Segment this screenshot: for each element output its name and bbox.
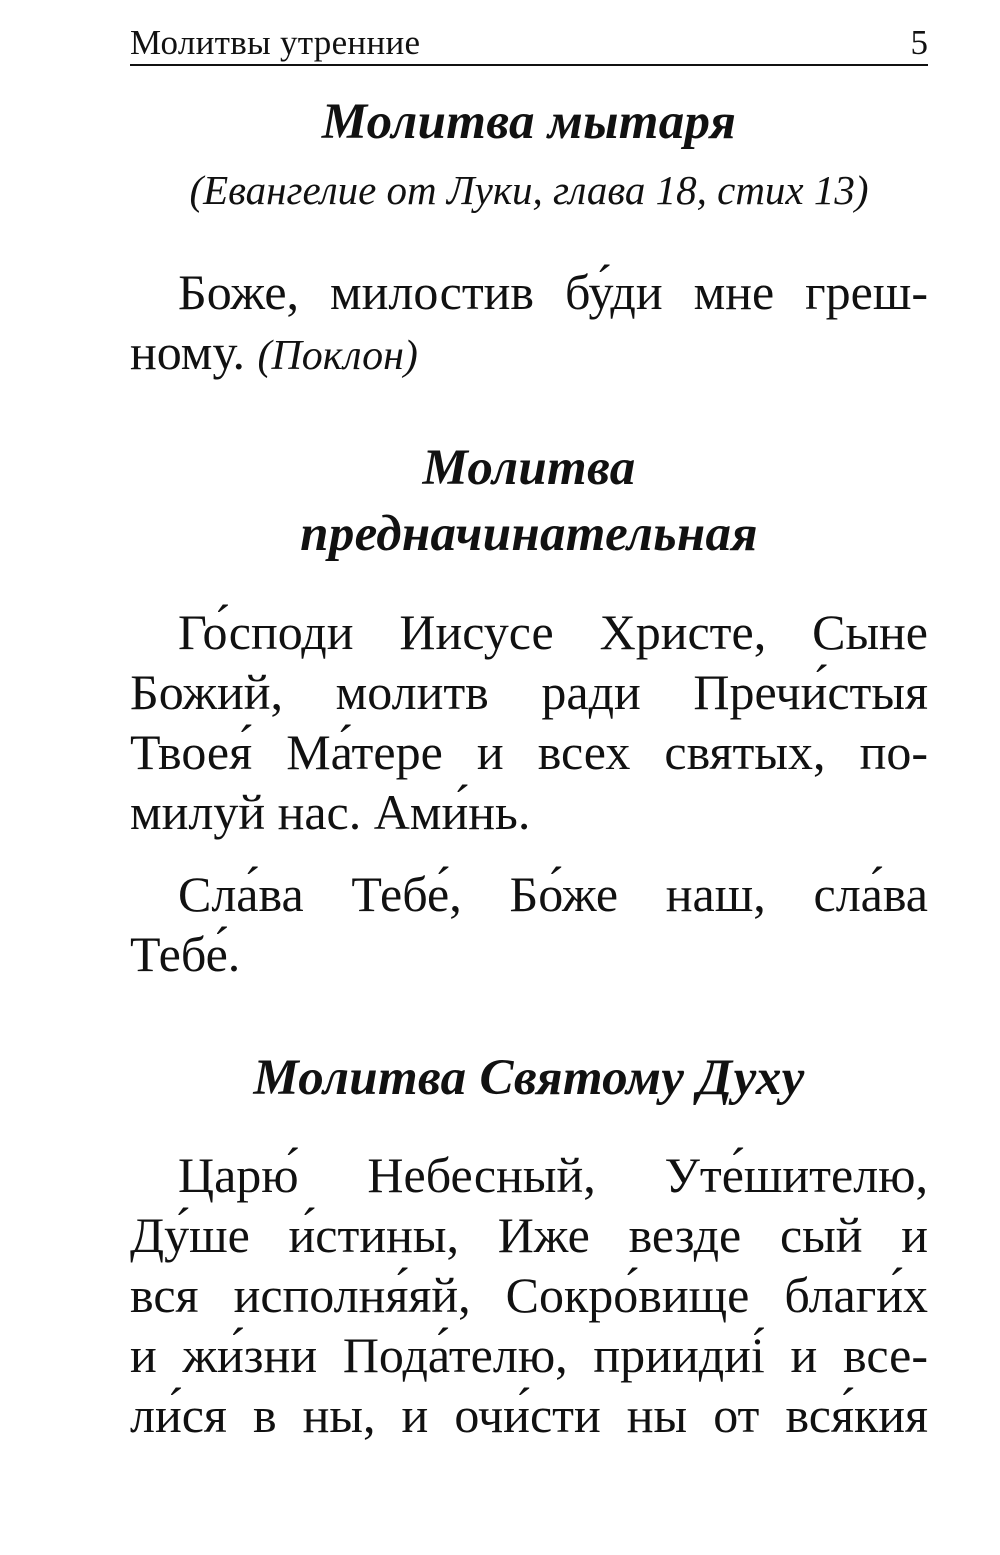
text-line: и жи́зни Пода́телю, приидиі́ и все- [130, 1327, 928, 1383]
section-heading-opening-prayer-line1: Молитва [422, 440, 636, 496]
section-heading-opening-prayer-line2: предначинательная [300, 506, 758, 562]
text-line: Го́споди Иисусе Христе, Сыне [178, 604, 928, 660]
text-line: Ду́ше и́стины, Иже везде сый и [130, 1207, 928, 1263]
text-line: Сла́ва Тебе́, Бо́же наш, сла́ва [178, 866, 928, 922]
text-line: Царю́ Небесный, Уте́шителю, [178, 1147, 928, 1203]
text-line: Твоея́ Ма́тере и всех святых, по- [130, 724, 928, 780]
text-line [130, 322, 928, 382]
text-line: Тебе́. [130, 926, 241, 982]
bow-note: (Поклон) [257, 333, 418, 379]
running-title: Молитвы утренние [130, 23, 421, 62]
text-line: Божий, молитв ради Пречи́стыя [130, 664, 928, 720]
text-fragment: ному. [130, 324, 245, 380]
page-number: 5 [910, 23, 928, 62]
prayer-text-glory [130, 864, 928, 984]
book-page [130, 0, 928, 1555]
running-header [130, 22, 928, 66]
text-line: Боже, милостив бу́ди мне греш- [178, 264, 928, 320]
text-line: ли́ся в ны, и очи́сти ны от вся́кия [130, 1387, 928, 1443]
text-line: милуй нас. Ами́нь. [130, 784, 531, 840]
prayer-text-opening [130, 602, 928, 842]
section-heading-publican-prayer: Молитва мытаря [321, 94, 737, 150]
section-source-reference: (Евангелие от Луки, глава 18, стих 13) [189, 167, 869, 213]
prayer-text-publican [130, 262, 928, 382]
prayer-text-holy-spirit [130, 1145, 928, 1445]
text-line: вся исполня́яй, Сокро́вище благи́х [130, 1267, 928, 1323]
section-heading-holy-spirit-prayer: Молитва Святому Духу [253, 1050, 805, 1106]
